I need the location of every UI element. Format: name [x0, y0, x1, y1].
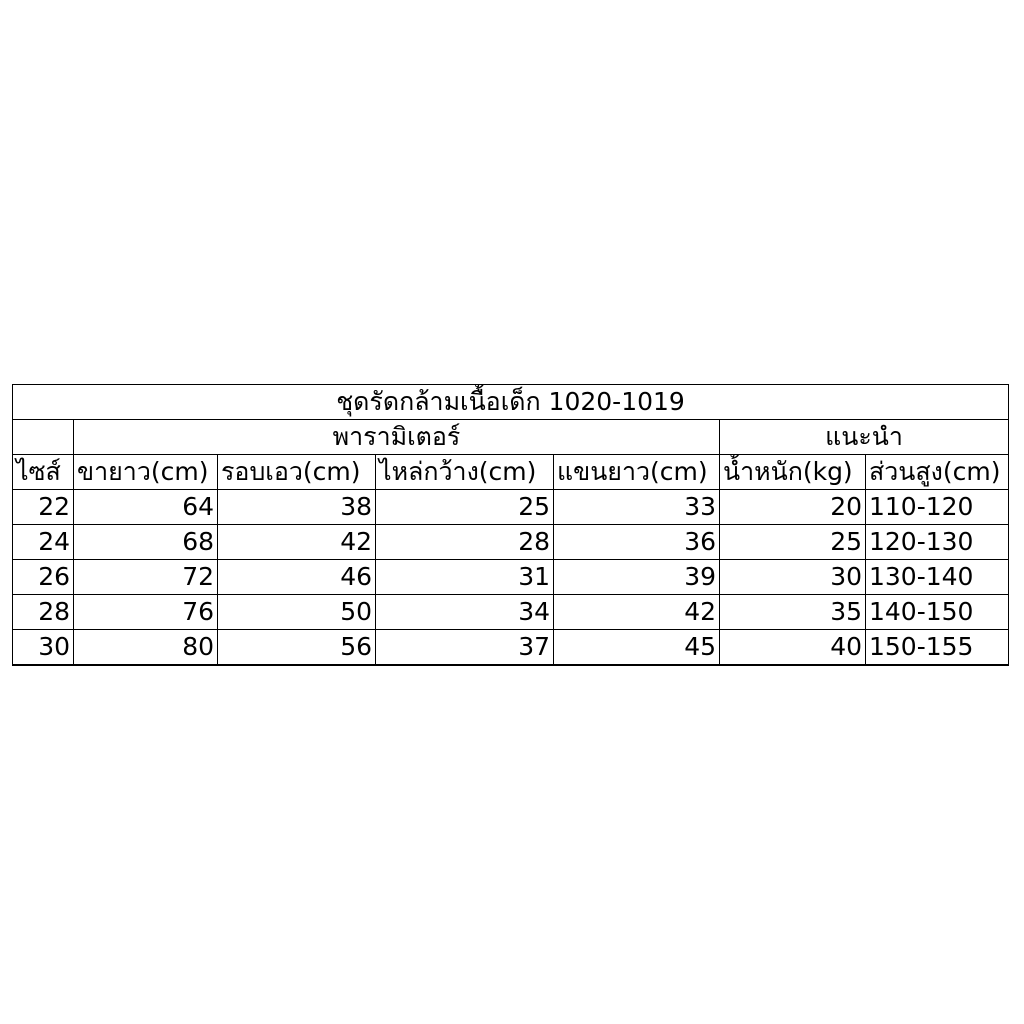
size-chart-table — [12, 384, 1009, 666]
cell-waist: 46 — [218, 560, 376, 595]
header-leg-length: ขายาว(cm) — [74, 455, 218, 490]
group-parameters-header: พารามิเตอร์ — [74, 420, 720, 455]
group-row — [13, 420, 1009, 455]
title-row — [13, 385, 1009, 420]
group-blank-cell — [13, 420, 74, 455]
table-row — [13, 560, 1009, 595]
cell-weight: 40 — [720, 630, 866, 666]
cell-leg-length: 80 — [74, 630, 218, 666]
cell-size: 30 — [13, 630, 74, 666]
table-title: ชุดรัดกล้ามเนื้อเด็ก 1020-1019 — [13, 385, 1009, 420]
cell-shoulder-width: 28 — [376, 525, 554, 560]
cell-weight: 20 — [720, 490, 866, 525]
header-shoulder-width: ไหล่กว้าง(cm) — [376, 455, 554, 490]
cell-weight: 30 — [720, 560, 866, 595]
cell-height: 130-140 — [866, 560, 1009, 595]
cell-arm-length: 45 — [554, 630, 720, 666]
cell-arm-length: 33 — [554, 490, 720, 525]
cell-leg-length: 76 — [74, 595, 218, 630]
cell-height: 110-120 — [866, 490, 1009, 525]
cell-size: 28 — [13, 595, 74, 630]
cell-waist: 42 — [218, 525, 376, 560]
cell-size: 24 — [13, 525, 74, 560]
cell-arm-length: 36 — [554, 525, 720, 560]
header-weight: น้ำหนัก(kg) — [720, 455, 866, 490]
cell-weight: 25 — [720, 525, 866, 560]
cell-shoulder-width: 34 — [376, 595, 554, 630]
header-waist: รอบเอว(cm) — [218, 455, 376, 490]
cell-waist: 56 — [218, 630, 376, 666]
cell-shoulder-width: 25 — [376, 490, 554, 525]
table-row — [13, 595, 1009, 630]
cell-size: 26 — [13, 560, 74, 595]
cell-height: 150-155 — [866, 630, 1009, 666]
header-arm-length: แขนยาว(cm) — [554, 455, 720, 490]
table-row — [13, 490, 1009, 525]
cell-height: 140-150 — [866, 595, 1009, 630]
cell-leg-length: 72 — [74, 560, 218, 595]
cell-height: 120-130 — [866, 525, 1009, 560]
header-row — [13, 455, 1009, 490]
cell-waist: 38 — [218, 490, 376, 525]
cell-shoulder-width: 31 — [376, 560, 554, 595]
table-row — [13, 525, 1009, 560]
group-recommend-header: แนะนำ — [720, 420, 1009, 455]
cell-leg-length: 68 — [74, 525, 218, 560]
cell-shoulder-width: 37 — [376, 630, 554, 666]
cell-weight: 35 — [720, 595, 866, 630]
header-size: ไซส์ — [13, 455, 74, 490]
cell-waist: 50 — [218, 595, 376, 630]
cell-size: 22 — [13, 490, 74, 525]
table-row — [13, 630, 1009, 666]
cell-leg-length: 64 — [74, 490, 218, 525]
cell-arm-length: 42 — [554, 595, 720, 630]
cell-arm-length: 39 — [554, 560, 720, 595]
header-height: ส่วนสูง(cm) — [866, 455, 1009, 490]
